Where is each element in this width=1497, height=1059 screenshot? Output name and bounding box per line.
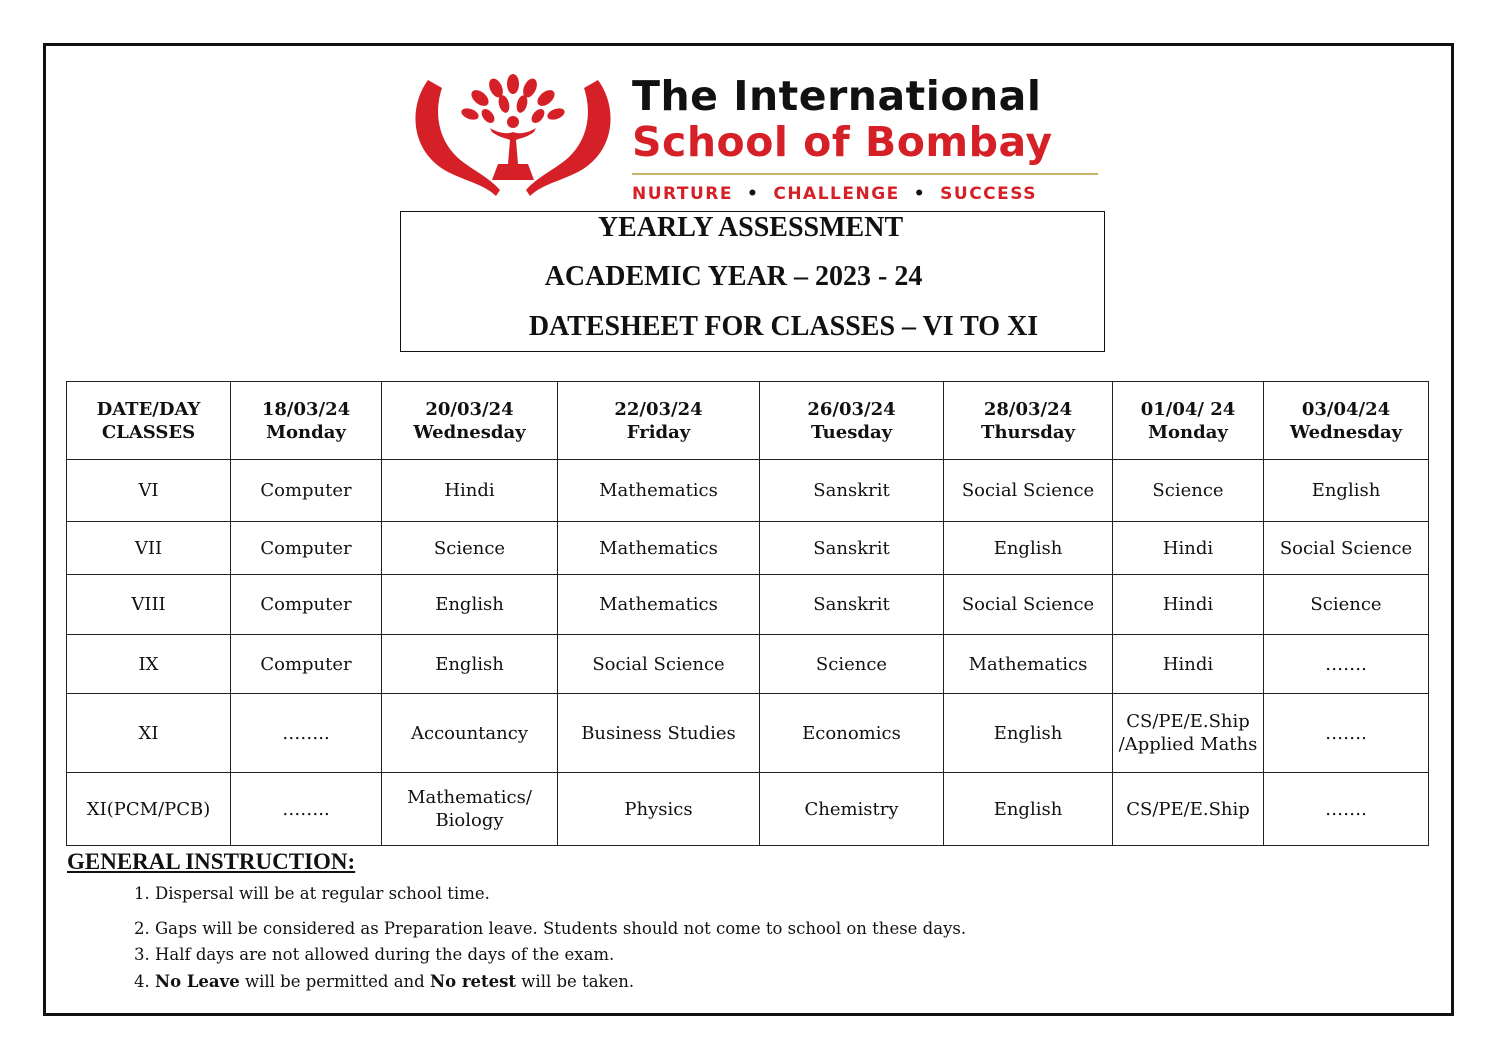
column-header bbox=[558, 382, 760, 460]
column-day: Monday bbox=[1148, 421, 1228, 443]
table-row bbox=[67, 773, 1429, 846]
subject-cell: English bbox=[382, 575, 558, 635]
corner-header bbox=[67, 382, 231, 460]
subject-cell: ……. bbox=[1264, 773, 1429, 846]
subject-cell: Social Science bbox=[944, 575, 1113, 635]
column-day: Friday bbox=[626, 421, 691, 443]
subject-cell: Sanskrit bbox=[760, 522, 944, 575]
subject-cell: Business Studies bbox=[558, 694, 760, 773]
instruction-text: will be permitted and bbox=[239, 972, 430, 991]
subject-cell: Hindi bbox=[1113, 575, 1264, 635]
class-cell: VIII bbox=[67, 575, 231, 635]
bullet-icon: • bbox=[746, 184, 760, 204]
instruction-emphasis: No Leave bbox=[155, 972, 240, 991]
title-line-3: DATESHEET FOR CLASSES – VI TO XI bbox=[528, 311, 1039, 342]
subject-cell: Social Science bbox=[944, 460, 1113, 522]
instruction-item: 3. Half days are not allowed during the days of the exam. bbox=[134, 945, 615, 964]
tree-hands-logo-icon bbox=[408, 72, 618, 202]
title-line-2: ACADEMIC YEAR – 2023 - 24 bbox=[544, 261, 923, 292]
table-row bbox=[67, 635, 1429, 694]
column-header bbox=[231, 382, 382, 460]
corner-date-label: DATE/DAY bbox=[96, 398, 201, 420]
subject-cell: Computer bbox=[231, 460, 382, 522]
column-header bbox=[1264, 382, 1429, 460]
subject-cell: English bbox=[944, 773, 1113, 846]
subject-cell: Economics bbox=[760, 694, 944, 773]
subject-cell: Chemistry bbox=[760, 773, 944, 846]
subject-cell: English bbox=[944, 522, 1113, 575]
subject-cell: Accountancy bbox=[382, 694, 558, 773]
column-date: 01/04/ 24 bbox=[1140, 398, 1236, 420]
instruction-item bbox=[134, 972, 634, 991]
tagline-word: NURTURE bbox=[632, 184, 733, 204]
column-day: Tuesday bbox=[810, 421, 893, 443]
subject-cell: Hindi bbox=[1113, 522, 1264, 575]
bullet-icon: • bbox=[913, 184, 927, 204]
subject-cell: English bbox=[1264, 460, 1429, 522]
column-date: 26/03/24 bbox=[807, 398, 896, 420]
table-header-row bbox=[67, 382, 1429, 460]
class-cell: XI(PCM/PCB) bbox=[67, 773, 231, 846]
school-logo bbox=[408, 72, 1108, 212]
subject-cell: Hindi bbox=[382, 460, 558, 522]
subject-cell: ……. bbox=[1264, 635, 1429, 694]
subject-cell: Computer bbox=[231, 575, 382, 635]
subject-cell: Social Science bbox=[1264, 522, 1429, 575]
subject-cell: ……. bbox=[1264, 694, 1429, 773]
title-box bbox=[400, 211, 1105, 352]
subject-cell: Mathematics bbox=[944, 635, 1113, 694]
instruction-text: 4. bbox=[134, 972, 155, 991]
instruction-item: 1. Dispersal will be at regular school time. bbox=[134, 884, 490, 903]
column-date: 03/04/24 bbox=[1301, 398, 1391, 420]
instruction-text: will be taken. bbox=[516, 972, 635, 991]
subject-cell: Sanskrit bbox=[760, 575, 944, 635]
column-day: Monday bbox=[266, 421, 346, 443]
tagline-word: SUCCESS bbox=[940, 184, 1037, 204]
datesheet-table bbox=[66, 381, 1429, 846]
subject-cell: Physics bbox=[558, 773, 760, 846]
subject-cell: Mathematics bbox=[558, 460, 760, 522]
subject-cell: Science bbox=[1113, 460, 1264, 522]
subject-cell: English bbox=[382, 635, 558, 694]
column-header bbox=[760, 382, 944, 460]
table-row bbox=[67, 522, 1429, 575]
subject-cell: CS/PE/E.Ship bbox=[1113, 773, 1264, 846]
title-line-1: YEARLY ASSESSMENT bbox=[597, 212, 904, 243]
subject-cell: Science bbox=[1264, 575, 1429, 635]
school-name-line2: School of Bombay bbox=[632, 118, 1053, 166]
tagline-word: CHALLENGE bbox=[773, 184, 900, 204]
subject-cell: Sanskrit bbox=[760, 460, 944, 522]
table-row bbox=[67, 575, 1429, 635]
class-cell: IX bbox=[67, 635, 231, 694]
class-cell: VI bbox=[67, 460, 231, 522]
subject-cell: Mathematics bbox=[558, 522, 760, 575]
instruction-item: 2. Gaps will be considered as Preparation leave. Students should not come to school on these days. bbox=[134, 919, 967, 938]
logo-divider bbox=[632, 173, 1098, 175]
subject-cell: Computer bbox=[231, 522, 382, 575]
subject-cell: Hindi bbox=[1113, 635, 1264, 694]
subject-cell: …….. bbox=[231, 694, 382, 773]
subject-cell: Science bbox=[760, 635, 944, 694]
column-header bbox=[944, 382, 1113, 460]
school-name-line1: The International bbox=[632, 72, 1042, 120]
subject-cell: Science bbox=[382, 522, 558, 575]
subject-cell: …….. bbox=[231, 773, 382, 846]
subject-cell: Mathematics/ Biology bbox=[382, 773, 558, 846]
column-date: 28/03/24 bbox=[983, 398, 1073, 420]
subject-cell: CS/PE/E.Ship /Applied Maths bbox=[1113, 694, 1264, 773]
subject-cell: Computer bbox=[231, 635, 382, 694]
table-row bbox=[67, 694, 1429, 773]
column-header bbox=[1113, 382, 1264, 460]
column-day: Wednesday bbox=[413, 421, 526, 443]
column-day: Wednesday bbox=[1289, 421, 1403, 443]
subject-cell: Social Science bbox=[558, 635, 760, 694]
column-date: 18/03/24 bbox=[261, 398, 351, 420]
column-date: 22/03/24 bbox=[614, 398, 703, 420]
class-cell: VII bbox=[67, 522, 231, 575]
column-date: 20/03/24 bbox=[425, 398, 514, 420]
class-cell: XI bbox=[67, 694, 231, 773]
column-header bbox=[382, 382, 558, 460]
subject-cell: English bbox=[944, 694, 1113, 773]
subject-cell: Mathematics bbox=[558, 575, 760, 635]
school-tagline bbox=[632, 184, 1037, 204]
corner-classes-label: CLASSES bbox=[101, 421, 196, 443]
instructions-heading: GENERAL INSTRUCTION: bbox=[67, 849, 356, 874]
instruction-emphasis: No retest bbox=[429, 972, 517, 991]
column-day: Thursday bbox=[981, 421, 1075, 443]
table-row bbox=[67, 460, 1429, 522]
